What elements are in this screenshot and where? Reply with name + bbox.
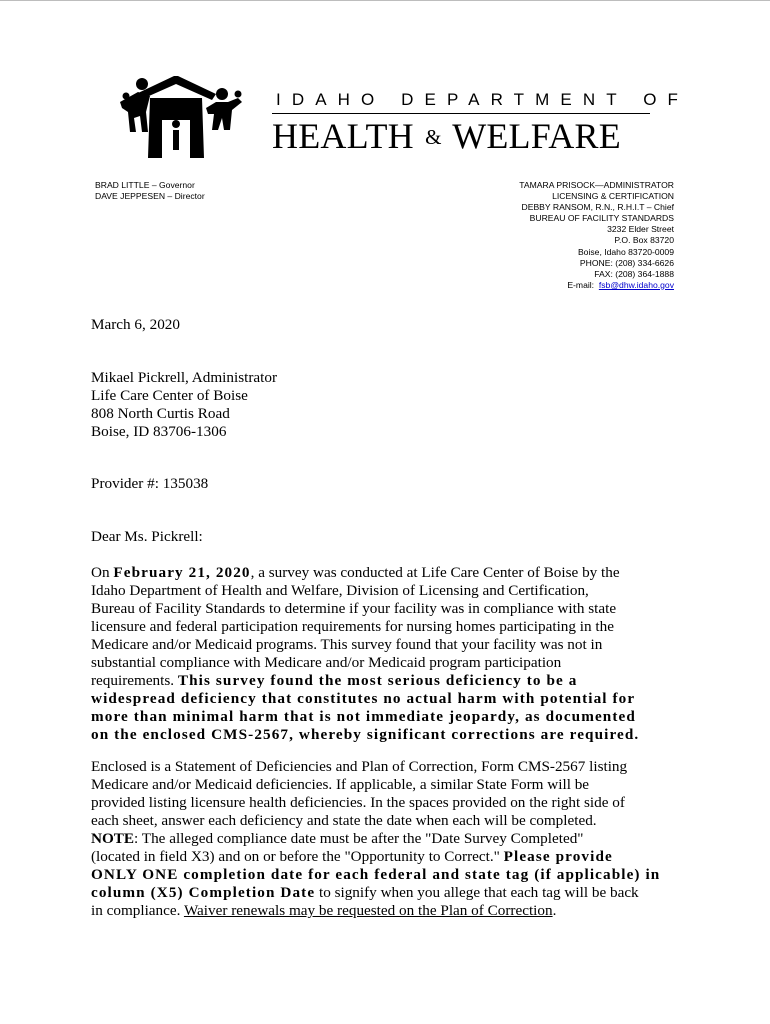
agency-divider bbox=[272, 113, 650, 114]
fax-line: FAX: (208) 364-1888 bbox=[594, 268, 674, 279]
email-line bbox=[519, 280, 674, 291]
text-run: On bbox=[91, 564, 114, 581]
bold-finding: more than minimal harm that is not immediate jeopardy, as documented bbox=[91, 708, 636, 725]
paragraph-survey-findings bbox=[91, 564, 681, 744]
letter-date: March 6, 2020 bbox=[91, 316, 180, 333]
director-line: DAVE JEPPESEN – Director bbox=[95, 191, 205, 202]
agency-name-top: IDAHO DEPARTMENT OF bbox=[276, 90, 690, 109]
para2-line bbox=[91, 830, 681, 848]
bold-finding: on the enclosed CMS-2567, whereby significant corrections are required. bbox=[91, 726, 640, 743]
para1-line bbox=[91, 708, 681, 726]
paragraph-plan-of-correction bbox=[91, 758, 681, 920]
text-run: (located in field X3) and on or before the "Opportunity to Correct." bbox=[91, 848, 504, 865]
email-label: E-mail: bbox=[567, 279, 595, 290]
page-top-border bbox=[0, 0, 770, 1]
para1-line: Medicare and/or Medicaid programs. This survey found that your facility was not in bbox=[91, 636, 603, 653]
bold-instruction: Please provide bbox=[503, 848, 613, 865]
para2-line bbox=[91, 848, 681, 866]
chief-line: DEBBY RANSOM, R.N., R.H.I.T – Chief bbox=[521, 202, 674, 213]
agency-welfare: WELFARE bbox=[452, 116, 621, 156]
para1-line: licensure and federal participation requirements for nursing homes participating in the bbox=[91, 618, 614, 635]
agency-name-main bbox=[272, 116, 652, 157]
text-run: , a survey was conducted at Life Care Center of Boise by the bbox=[250, 564, 620, 581]
para2-line bbox=[91, 884, 681, 902]
po-box-line: P.O. Box 83720 bbox=[614, 235, 674, 246]
agency-health: HEALTH bbox=[272, 116, 414, 156]
para1-line bbox=[91, 564, 681, 582]
text-run: requirements. bbox=[91, 672, 178, 689]
para2-line: provided listing licensure health deficiencies. In the spaces provided on the right side of bbox=[91, 794, 625, 811]
department-logo-icon bbox=[116, 72, 251, 160]
agency-ampersand: & bbox=[425, 125, 442, 149]
administrator-line: TAMARA PRISOCK—ADMINISTRATOR bbox=[519, 180, 674, 190]
text-run: in compliance. bbox=[91, 902, 184, 919]
para2-line: each sheet, answer each deficiency and state the date when each will be completed. bbox=[91, 812, 597, 829]
para2-line: Medicare and/or Medicaid deficiencies. If applicable, a similar State Form will be bbox=[91, 776, 590, 793]
survey-date-bold: February 21, 2020 bbox=[113, 564, 251, 581]
salutation: Dear Ms. Pickrell: bbox=[91, 528, 203, 545]
text-run: : The alleged compliance date must be after the "Date Survey Completed" bbox=[134, 830, 584, 847]
governor-line: BRAD LITTLE – Governor bbox=[95, 180, 195, 190]
recipient-facility: Life Care Center of Boise bbox=[91, 387, 248, 404]
para2-line bbox=[91, 866, 681, 884]
division-line: LICENSING & CERTIFICATION bbox=[552, 191, 674, 202]
text-run: . bbox=[552, 902, 557, 919]
para1-line: Idaho Department of Health and Welfare, Division of Licensing and Certification, bbox=[91, 582, 589, 599]
waiver-underline: Waiver renewals may be requested on the Plan of Correction bbox=[183, 902, 553, 919]
bold-instruction: column (X5) Completion Date bbox=[91, 884, 316, 901]
bold-finding: widespread deficiency that constitutes no actual harm with potential for bbox=[91, 690, 636, 707]
para1-line bbox=[91, 672, 681, 690]
para1-line: substantial compliance with Medicare and/or Medicaid program participation bbox=[91, 654, 562, 671]
recipient-street: 808 North Curtis Road bbox=[91, 405, 230, 422]
text-run: to signify when you allege that each tag will be back bbox=[315, 884, 639, 901]
para1-line bbox=[91, 726, 681, 744]
para1-line bbox=[91, 690, 681, 708]
para1-line: Bureau of Facility Standards to determine if your facility was in compliance with state bbox=[91, 600, 617, 617]
bureau-line: BUREAU OF FACILITY STANDARDS bbox=[529, 213, 674, 224]
recipient-name: Mikael Pickrell, Administrator bbox=[91, 369, 278, 386]
recipient-city: Boise, ID 83706-1306 bbox=[91, 423, 227, 440]
para2-line: Enclosed is a Statement of Deficiencies and Plan of Correction, Form CMS-2567 listing bbox=[91, 758, 628, 775]
recipient-address bbox=[91, 369, 277, 441]
bold-finding: This survey found the most serious deficiency to be a bbox=[177, 672, 578, 689]
email-link[interactable]: fsb@dhw.idaho.gov bbox=[598, 279, 674, 290]
contact-block bbox=[519, 180, 674, 291]
phone-line: PHONE: (208) 334-6626 bbox=[579, 257, 674, 268]
para2-line bbox=[91, 902, 681, 920]
note-bold: NOTE bbox=[91, 830, 135, 847]
officials-block bbox=[95, 180, 205, 202]
provider-number: Provider #: 135038 bbox=[91, 475, 209, 492]
bold-instruction: ONLY ONE completion date for each federal and state tag (if applicable) in bbox=[91, 866, 661, 883]
street-line: 3232 Elder Street bbox=[607, 224, 674, 235]
city-line: Boise, Idaho 83720-0009 bbox=[577, 246, 674, 257]
